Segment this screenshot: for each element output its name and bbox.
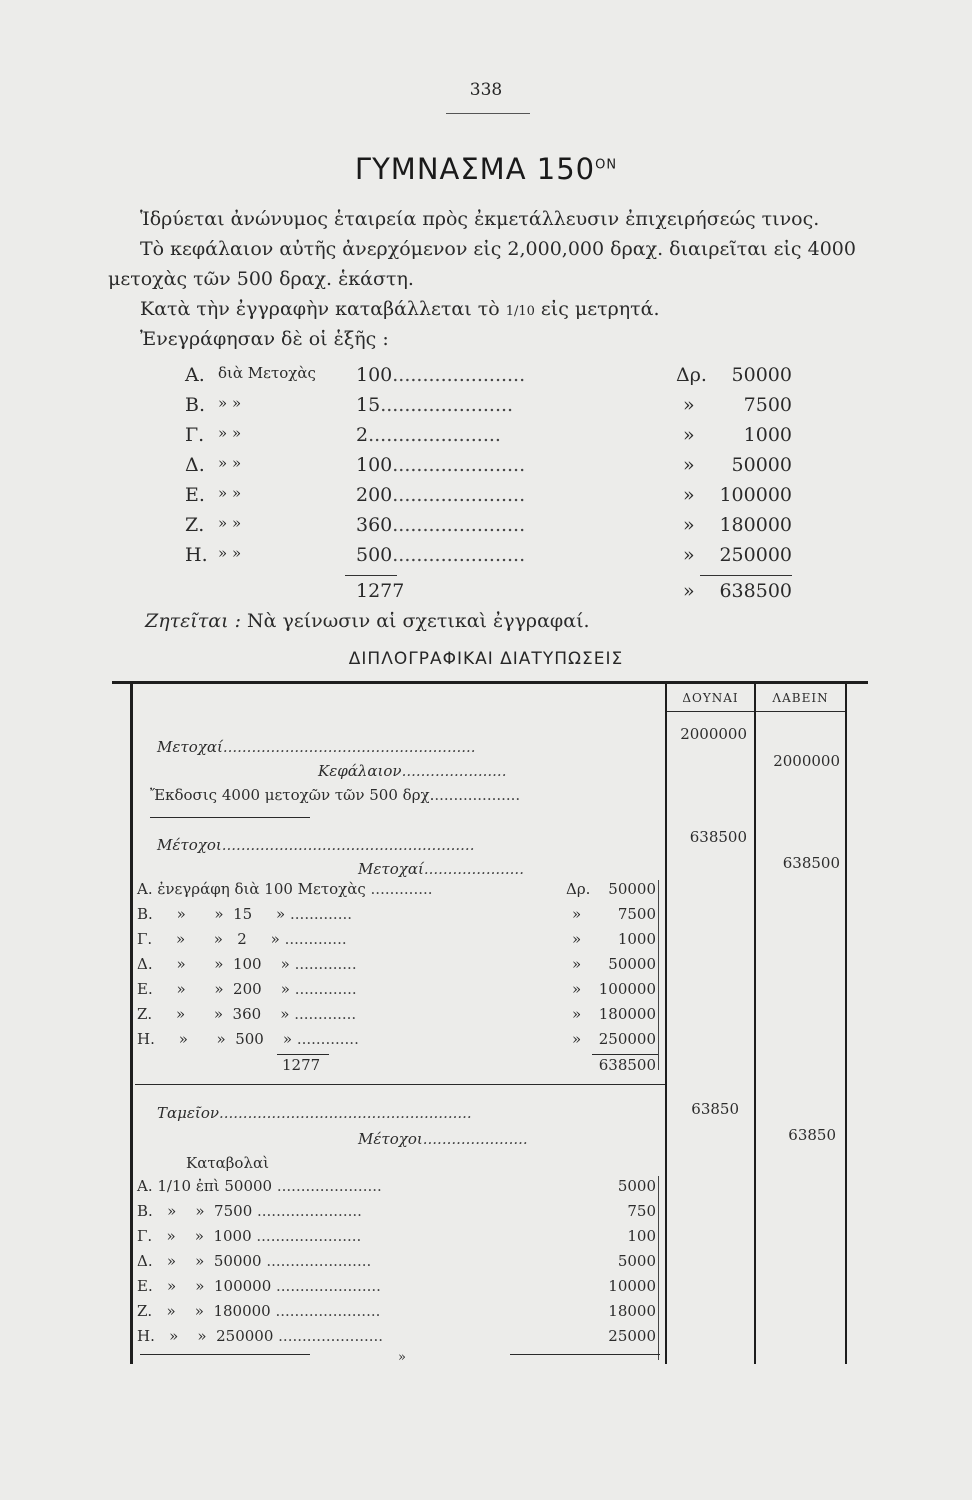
entry2-row-text: Γ. » » 2 » ............. [137,930,347,948]
entry2-row-amount: 180000 [598,1005,656,1023]
entry2-amount-total-rule [592,1054,658,1055]
entry2-row-unit: » [572,980,582,998]
subscriber-letter: Ζ. [185,514,205,536]
entry2-separator [135,1084,665,1085]
subscriber-shares: 15...................... [356,394,514,416]
intro-line-4 [140,298,660,320]
credit-column-header: ΛΑΒΕΙΝ [772,691,829,705]
journal-credit-rule [754,683,756,1364]
entry3-row-amount: 25000 [608,1327,656,1345]
subscriber-amount: 100000 [719,484,792,506]
subscriber-currency: » [683,514,695,536]
entry2-row-label: Γ. » » 2 » [137,930,280,948]
shares-total-rule [345,575,397,576]
entry2-row-unit: » [572,955,582,973]
intro-line-3: μετοχὰς τῶν 500 δραχ. ἑκάστη. [108,268,414,290]
entry3-credit-amount: 63850 [788,1126,836,1144]
subscriber-letter: Δ. [185,454,205,476]
subscriber-amount: 50000 [731,364,792,386]
subscriber-currency: » [683,394,695,416]
intro-line-2: Τὸ κεφάλαιον αὐτῆς ἀνερχόμενον εἰς 2,000,000 δραχ. διαιρεῖται εἰς 4000 [140,238,856,260]
subscriber-label: » » [218,454,242,472]
subscriber-shares-value: 200 [356,484,393,506]
entry2-row-amount: 50000 [608,955,656,973]
subscriber-shares: 100...................... [356,364,526,386]
entry2-row-unit: Δρ. [566,880,591,898]
entry2-row-label: Α. ἐνεγράφη διὰ 100 Μετοχὰς [137,880,366,898]
journal-left-rule [130,683,133,1364]
subscriber-currency: » [683,424,695,446]
intro-line-1: Ἱδρύεται ἀνώνυμος ἑταιρεία πρὸς ἐκμετάλλευσιν ἐπιχειρήσεώς τινος. [140,208,820,230]
intro-line-4a: Κατὰ τὴν ἐγγραφὴν καταβάλλεται τὸ [140,298,506,320]
entry3-row-text: Ε. » » 100000 ...................... [137,1277,381,1295]
question-label: Ζητεῖται : [145,610,241,632]
subscriber-label: » » [218,394,242,412]
entry2-subamount-rule [658,880,659,1070]
debit-column-header: ΔΟΥΝΑΙ [682,691,739,705]
entry3-debit-amount: 63850 [691,1100,739,1118]
entry1-credit-amount: 2000000 [773,752,840,770]
question-text: Νὰ γείνωσιν αἱ σχετικαὶ ἐγγραφαί. [247,610,590,632]
entry3-foot-rule-right [510,1354,660,1355]
entry3-subamount-rule [658,1176,659,1360]
entry2-shares-total-rule [277,1054,329,1055]
entry2-credit-amount: 638500 [782,854,840,872]
subscriber-label: » » [218,544,242,562]
entry2-credit-account: Μετοχαί..................... [358,860,524,878]
subscriber-shares-value: 2 [356,424,369,446]
amount-total: 638500 [719,580,792,602]
title-suffix: ΟΝ [595,157,618,173]
entry2-row-amount: 100000 [598,980,656,998]
subscriber-shares-value: 100 [356,364,393,386]
entry2-total-shares: 1277 [282,1056,321,1074]
exercise-title [0,152,972,186]
entry3-row-text: Η. » » 250000 ...................... [137,1327,384,1345]
entry3-row-label: Β. » » 7500 [137,1202,253,1220]
fraction: 1/10 [505,304,535,319]
journal-debit-rule [665,683,667,1364]
subscriber-amount: 250000 [719,544,792,566]
entry2-row-text: Ζ. » » 360 » ............. [137,1005,357,1023]
entry2-row-label: Ζ. » » 360 » [137,1005,290,1023]
entry3-row-amount: 10000 [608,1277,656,1295]
subscriber-label: » » [218,484,242,502]
page-number: 338 [469,80,503,100]
intro-line-4b: εἰς μετρητά. [534,298,660,320]
entry3-row-text: Δ. » » 50000 ...................... [137,1252,372,1270]
subscriber-letter: Α. [185,364,205,386]
subscriber-shares-value: 500 [356,544,393,566]
entry2-row-text: Α. ἐνεγράφη διὰ 100 Μετοχὰς ............. [137,880,433,898]
subscriber-letter: Γ. [185,424,205,446]
subscriber-currency: » [683,454,695,476]
subscriber-shares: 360...................... [356,514,526,536]
entry2-row-label: Η. » » 500 » [137,1030,293,1048]
entry2-row-label: Δ. » » 100 » [137,955,290,973]
subscriber-letter: Η. [185,544,208,566]
subscriber-shares: 100...................... [356,454,526,476]
subscriber-shares: 500...................... [356,544,526,566]
entry2-row-text: Ε. » » 200 » ............. [137,980,357,998]
entry2-row-unit: » [572,905,582,923]
entry3-row-amount: 100 [627,1227,656,1245]
shares-total: 1277 [356,580,405,602]
entry2-row-text: Δ. » » 100 » ............. [137,955,357,973]
entry3-foot-mark: » [398,1350,406,1365]
entry3-row-text: Β. » » 7500 ...................... [137,1202,362,1220]
subscriber-amount: 1000 [743,424,792,446]
entry3-caption: Καταβολαὶ [186,1154,269,1172]
journal-right-rule [845,683,847,1364]
entry3-foot-rule-left [140,1354,310,1355]
subscriber-letter: Ε. [185,484,205,506]
entry2-debit-amount: 638500 [689,828,747,846]
entry3-row-amount: 5000 [617,1252,656,1270]
entry3-row-text: Α. 1/10 ἐπὶ 50000 ...................... [137,1177,382,1195]
entry3-row-label: Γ. » » 1000 [137,1227,252,1245]
entry3-row-label: Ε. » » 100000 [137,1277,272,1295]
subtitle: ΔΙΠΛΟΓΡΑΦΙΚΑΙ ΔΙΑΤΥΠΩΣΕΙΣ [348,649,624,669]
entry2-row-unit: » [572,1005,582,1023]
subscriber-amount: 7500 [743,394,792,416]
subscriber-amount: 50000 [731,454,792,476]
entry1-separator [150,817,310,818]
entry2-row-amount: 7500 [617,905,656,923]
subscriber-label: διὰ Μετοχὰς [218,364,316,382]
question [145,610,590,632]
entry1-debit-amount: 2000000 [680,725,747,743]
entry2-row-unit: » [572,930,582,948]
subscriber-shares-value: 360 [356,514,393,536]
subscriber-shares-value: 15 [356,394,381,416]
entry2-debit-account: Μέτοχοι..................................................... [157,836,475,854]
entry1-credit-account: Κεφάλαιον...................... [318,762,507,780]
entry3-credit-account: Μέτοχοι...................... [358,1130,528,1148]
page-number-rule [446,113,530,114]
subscriber-shares: 200...................... [356,484,526,506]
header-bottom-rule [666,711,846,712]
subscriber-label: » » [218,424,242,442]
entry2-row-amount: 250000 [598,1030,656,1048]
subscriber-shares-value: 100 [356,454,393,476]
subscriber-amount: 180000 [719,514,792,536]
entry3-row-label: Α. 1/10 ἐπὶ 50000 [137,1177,273,1195]
entry3-row-text: Γ. » » 1000 ...................... [137,1227,362,1245]
amount-total-rule [700,575,792,576]
entry3-row-amount: 18000 [608,1302,656,1320]
subscriber-label: » » [218,514,242,532]
subscriber-currency: » [683,484,695,506]
entry2-row-unit: » [572,1030,582,1048]
entry2-row-label: Β. » » 15 » [137,905,286,923]
entry3-row-text: Ζ. » » 180000 ...................... [137,1302,381,1320]
entry2-row-text: Β. » » 15 » ............. [137,905,353,923]
title-main: ΓΥΜΝΑΣΜΑ 150 [354,152,596,186]
entry2-row-amount: 1000 [617,930,656,948]
entry3-row-label: Δ. » » 50000 [137,1252,262,1270]
total-currency-mark: » [683,580,695,602]
entry2-row-text: Η. » » 500 » ............. [137,1030,359,1048]
intro-line-5: Ἐνεγράφησαν δὲ οἱ ἑξῆς : [140,328,389,350]
entry1-debit-account: Μετοχαί..................................................... [157,738,476,756]
entry3-row-amount: 5000 [617,1177,656,1195]
entry1-narrative: Ἔκδοσις 4000 μετοχῶν τῶν 500 δρχ................... [150,786,521,804]
entry3-row-label: Η. » » 250000 [137,1327,274,1345]
entry3-debit-account: Ταμεῖον..................................................... [157,1104,472,1122]
entry3-row-label: Ζ. » » 180000 [137,1302,271,1320]
entry2-row-amount: 50000 [608,880,656,898]
subscriber-currency: Δρ. [676,364,707,386]
entry2-row-label: Ε. » » 200 » [137,980,290,998]
entry3-row-amount: 750 [627,1202,656,1220]
entry2-total-amount: 638500 [598,1056,656,1074]
subscriber-shares: 2...................... [356,424,501,446]
subscriber-currency: » [683,544,695,566]
subscriber-letter: Β. [185,394,206,416]
